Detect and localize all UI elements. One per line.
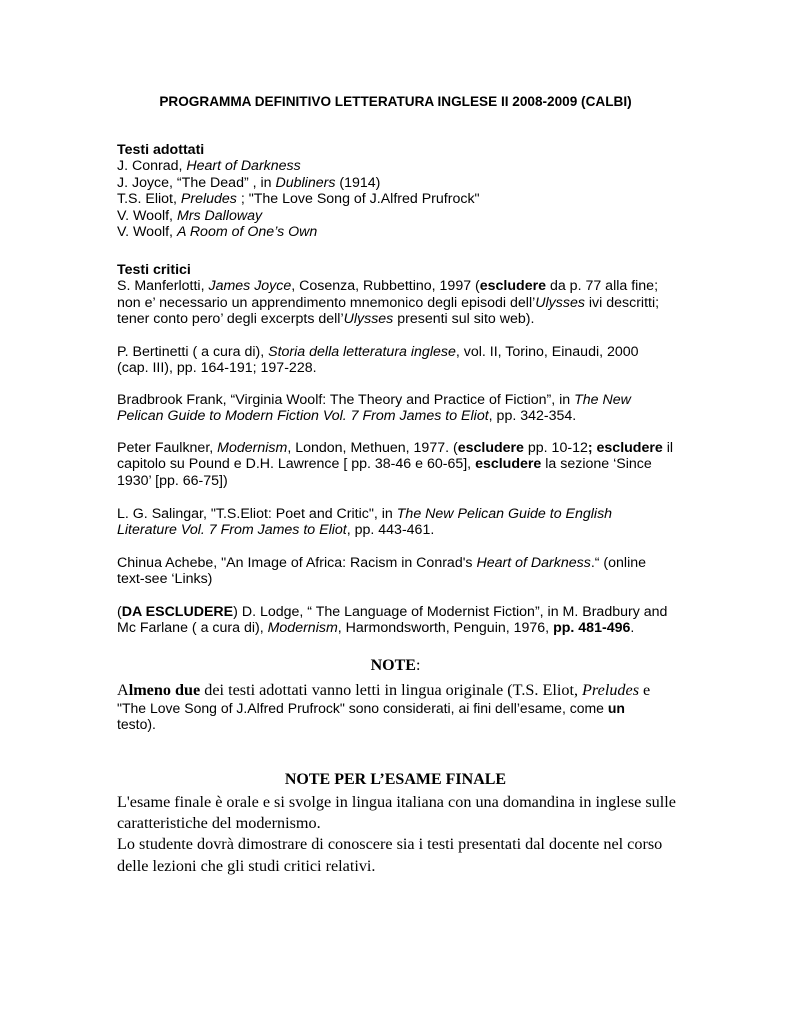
bradbrook-entry: Bradbrook Frank, “Virginia Woolf: The Theory and Practice of Fiction”, in The New Pelican Guide to Modern Fiction Vol. 7 From James to Eliot, pp. 342-354. xyxy=(117,392,631,425)
esame-heading: NOTE PER L’ESAME FINALE xyxy=(284,771,507,788)
esame-paragraph-2: Lo studente dovrà dimostrare di conoscere sia i testi presentati dal docente nel corso delle lezioni che gli studi critici relativi. xyxy=(117,835,663,875)
testi-critici-heading: Testi critici xyxy=(117,262,191,278)
lodge-entry: (DA ESCLUDERE) D. Lodge, “ The Language of Modernist Fiction”, in M. Bradbury and Mc Farlane ( a cura di), Modernism, Harmondsworth, Penguin, 1976, pp. 481-496. xyxy=(117,604,668,637)
faulkner-entry: Peter Faulkner, Modernism, London, Methuen, 1977. (escludere pp. 10-12; escludere il capitolo su Pound e D.H. Lawrence [ pp. 38-46 e 60-65], escludere la sezione ‘Since 1930’ [pp. 66-75]) xyxy=(117,440,674,489)
manferlotti-entry: S. Manferlotti, James Joyce, Cosenza, Rubbettino, 1997 (escludere da p. 77 alla fine; non e’ necessario un apprendimento mnemonico degli episodi dell’Ulysses ivi descritti; tener conto pero’ degli excerpts dell’Ulysses presenti sul sito web). xyxy=(117,278,660,328)
bertinetti-entry: P. Bertinetti ( a cura di), Storia della letteratura inglese, vol. II, Torino, Einaudi, 2000 (cap. III), pp. 164-191; 197-228. xyxy=(117,344,639,377)
document-title: PROGRAMMA DEFINITIVO LETTERATURA INGLESE II 2008-2009 (CALBI) xyxy=(159,94,632,109)
esame-paragraph-1: L'esame finale è orale e si svolge in lingua italiana con una domandina in inglese sulle caratteristiche del modernismo. xyxy=(117,793,676,833)
adottato-item: V. Woolf, A Room of One’s Own xyxy=(117,224,318,241)
testi-critici-section xyxy=(117,262,682,328)
adottato-item: J. Conrad, Heart of Darkness xyxy=(117,158,301,175)
testi-adottati-section xyxy=(117,142,682,240)
testi-adottati-heading: Testi adottati xyxy=(117,142,205,158)
adottato-item: J. Joyce, “The Dead” , in Dubliners (1914) xyxy=(117,174,381,191)
esame-section xyxy=(117,792,692,877)
note-heading: NOTE: xyxy=(370,657,421,674)
achebe-entry: Chinua Achebe, "An Image of Africa: Racism in Conrad's Heart of Darkness.“ (online text-see ‘Links) xyxy=(117,555,647,588)
salingar-entry: L. G. Salingar, "T.S.Eliot: Poet and Critic", in The New Pelican Guide to English Literature Vol. 7 From James to Eliot, pp. 443-461. xyxy=(117,506,613,539)
adottato-item: V. Woolf, Mrs Dalloway xyxy=(117,207,263,224)
note-paragraph: Almeno due dei testi adottati vanno letti in lingua originale (T.S. Eliot, Preludes e "The Love Song of J.Alfred Prufrock" sono considerati, ai fini dell’esame, come un testo). xyxy=(117,681,651,733)
adottato-item: T.S. Eliot, Preludes ; "The Love Song of J.Alfred Prufrock" xyxy=(117,191,480,208)
